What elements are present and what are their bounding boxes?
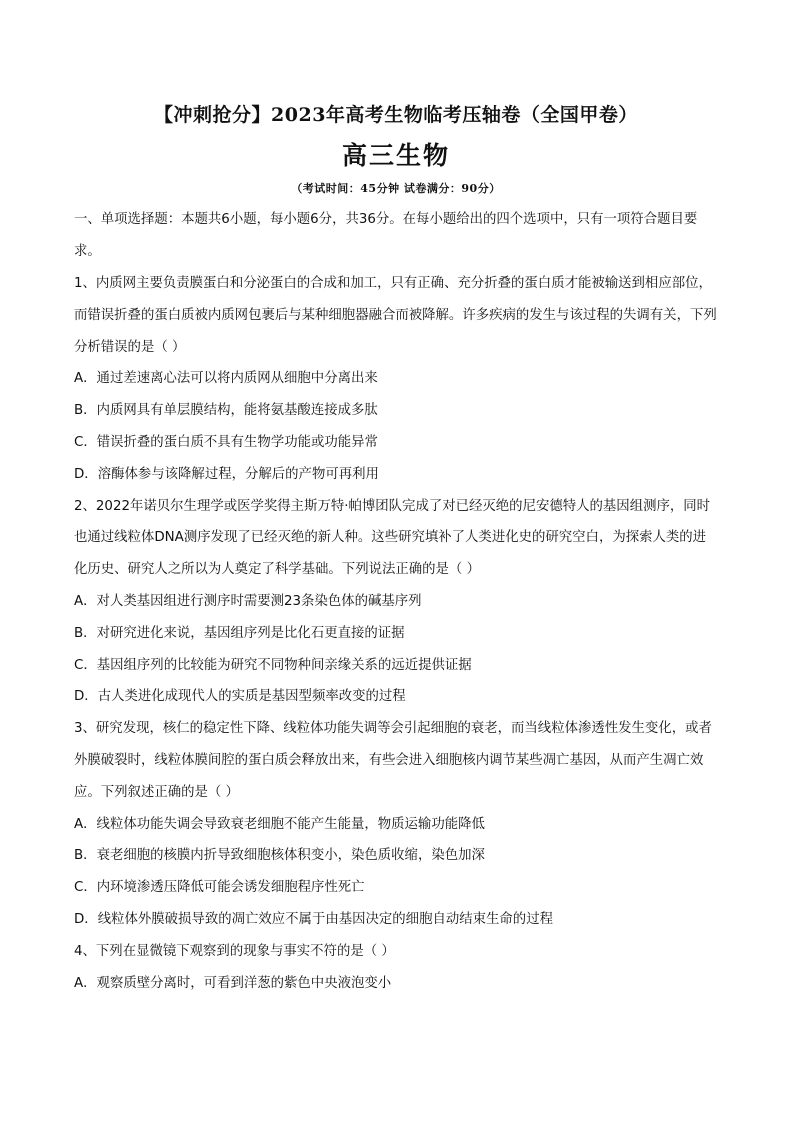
question-option: A．通过差速离心法可以将内质网从细胞中分离出来: [74, 371, 378, 387]
question-stem: 1、内质网主要负责膜蛋白和分泌蛋白的合成和加工，只有正确、充分折叠的蛋白质才能被输送到相应部位，而错误折叠的蛋白质被内质网包裹后与某种细胞器融合而被降解。许多疾病的发生与该过程的失调有关，下列分析错误的是（ ）: [74, 276, 717, 355]
question-option: A．对人类基因组进行测序时需要测23条染色体的碱基序列: [74, 593, 422, 609]
question-stem: 3、研究发现，核仁的稳定性下降、线粒体功能失调等会引起细胞的衰老，而当线粒体渗透性发生变化，或者外膜破裂时，线粒体膜间腔的蛋白质会释放出来，有些会进入细胞核内调节某些凋亡基因，从而产生凋亡效应。下列叙述正确的是（ ）: [74, 721, 712, 800]
question-option: C．内环境渗透压降低可能会诱发细胞程序性死亡: [74, 880, 365, 896]
question-option: B．内质网具有单层膜结构，能将氨基酸连接成多肽: [74, 403, 378, 419]
question-option: D．溶酶体参与该降解过程，分解后的产物可再利用: [74, 466, 379, 482]
question-option: C．错误折叠的蛋白质不具有生物学功能或功能异常: [74, 434, 378, 450]
subject-heading: 高三生物: [341, 141, 450, 170]
question-1: [74, 268, 718, 491]
question-option: C．基因组序列的比较能为研究不同物种间亲缘关系的远近提供证据: [74, 657, 472, 673]
question-option: A．观察质壁分离时，可看到洋葱的紫色中央液泡变小: [74, 975, 392, 991]
question-option: A．线粒体功能失调会导致衰老细胞不能产生能量，物质运输功能降低: [74, 816, 485, 832]
question-2: [74, 491, 718, 714]
question-option: D．古人类进化成现代人的实质是基因型频率改变的过程: [74, 689, 406, 705]
question-3: [74, 713, 718, 936]
question-stem: 2、2022年诺贝尔生理学或医学奖得主斯万特·帕博团队完成了对已经灭绝的尼安德特人的基因组测序，同时也通过线粒体DNA测序发现了已经灭绝的新人种。这些研究填补了人类进化史的研究空白，为探索人类的进化历史、研究人之所以为人奠定了科学基础。下列说法正确的是（ ）: [74, 498, 711, 578]
question-option: B．对研究进化来说，基因组序列是比化石更直接的证据: [74, 625, 405, 641]
question-list: [74, 268, 718, 999]
exam-info: （考试时间：45分钟 试卷满分：90分）: [291, 182, 501, 195]
question-stem: 4、下列在显微镜下观察到的现象与事实不符的是（ ）: [74, 943, 395, 959]
exam-title: 【冲刺抢分】2023年高考生物临考压轴卷（全国甲卷）: [154, 104, 638, 126]
question-4: [74, 936, 718, 1000]
question-option: B．衰老细胞的核膜内折导致细胞核体积变小，染色质收缩，染色加深: [74, 848, 485, 864]
section-heading: 一、单项选择题：本题共6小题，每小题6分，共36分。在每小题给出的四个选项中，只有一项符合题目要求。: [74, 212, 698, 259]
question-option: D．线粒体外膜破损导致的凋亡效应不属于由基因决定的细胞自动结束生命的过程: [74, 911, 553, 927]
